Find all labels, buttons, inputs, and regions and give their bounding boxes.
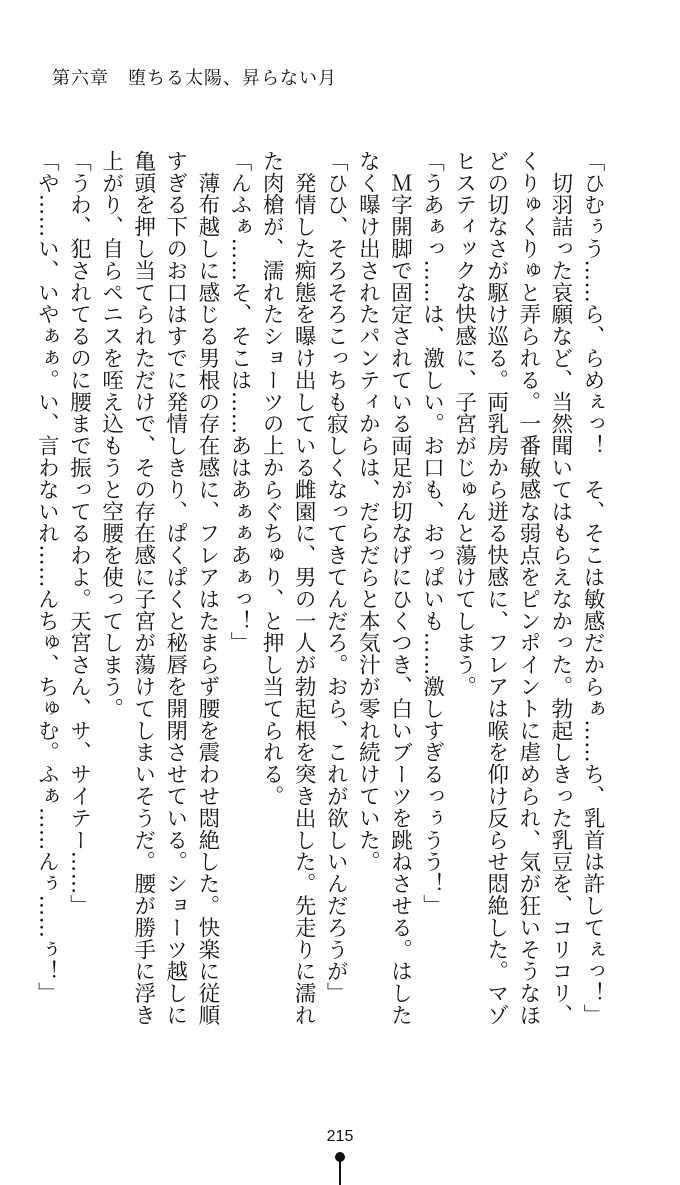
text-line: ヒスティックな快感に、子宮がじゅんと蕩けてしまう。 xyxy=(451,150,477,698)
text-line: すぎる下のお口はすでに発情しきり、ぱくぱくと秘唇を開閉させている。ショーツ越しに xyxy=(162,150,188,1026)
text-line: Ｍ字開脚で固定されている両足が切なげにひくつき、白いブーツを跳ねさせる。はした xyxy=(387,150,413,1026)
text-line: 薄布越しに感じる男根の存在感に、フレアはたまらず腰を震わせ悶絶した。快楽に従順 xyxy=(194,150,220,1026)
footer-ornament xyxy=(335,1152,345,1185)
text-line: 亀頭を押し当てられただけで、その存在感に子宮が蕩けてしまいそうだ。腰が勝手に浮き xyxy=(130,150,156,1026)
text-line: どの切なさが駆け巡る。両乳房から迸る快感に、フレアは喉を仰け反らせ悶絶した。マゾ xyxy=(483,150,509,1026)
page-number: 215 xyxy=(326,1128,354,1145)
text-line: 「や……い、いやぁぁ。い、言わないれ……んちゅ、ちゅむ。ふぁ……んぅ……ぅ！」 xyxy=(34,150,60,1005)
text-line: 切羽詰った哀願など、当然聞いてはもらえなかった。勃起しきった乳豆を、コリコリ、 xyxy=(547,150,573,1026)
text-line: 「んふぁ……そ、そこは……あはあぁぁあぁっ！」 xyxy=(226,150,252,654)
body-text xyxy=(30,150,608,1026)
text-line: た肉槍が、濡れたショーツの上からぐちゅり、と押し当てられる。 xyxy=(259,150,285,807)
text-line: 発情した痴態を曝け出している雌園に、男の一人が勃起根を突き出した。先走りに濡れ xyxy=(291,150,317,1026)
text-line: なく曝け出されたパンティからは、だらだらと本気汁が零れ続けていた。 xyxy=(355,150,381,873)
footer-rule xyxy=(339,1161,341,1185)
text-line: くりゅくりゅと弄られる。一番敏感な弱点をピンポイントに虐められ、気が狂いそうなほ xyxy=(515,150,541,1026)
text-line: 上がり、自らペニスを咥え込もうと空腰を使ってしまう。 xyxy=(98,150,124,720)
text-line: 「うあぁっ……は、激しい。お口も、おっぱいも……激しすぎるっぅうう！」 xyxy=(419,150,445,917)
text-line: 「ひひ、そろそろこっちも寂しくなってきてんだろ。おら、これが欲しいんだろうが」 xyxy=(323,150,349,1005)
text-line: 「ひむぅう……ら、らめぇっ！ そ、そこは敏感だからぁ……ち、乳首は許してぇっ！」 xyxy=(580,150,605,1026)
text-line: 「うわ、犯されてるのに腰まで振ってるわよ。天宮さん、サ、サイテー……」 xyxy=(66,150,92,917)
running-head: 第六章 堕ちる太陽、昇らない月 xyxy=(52,68,337,89)
